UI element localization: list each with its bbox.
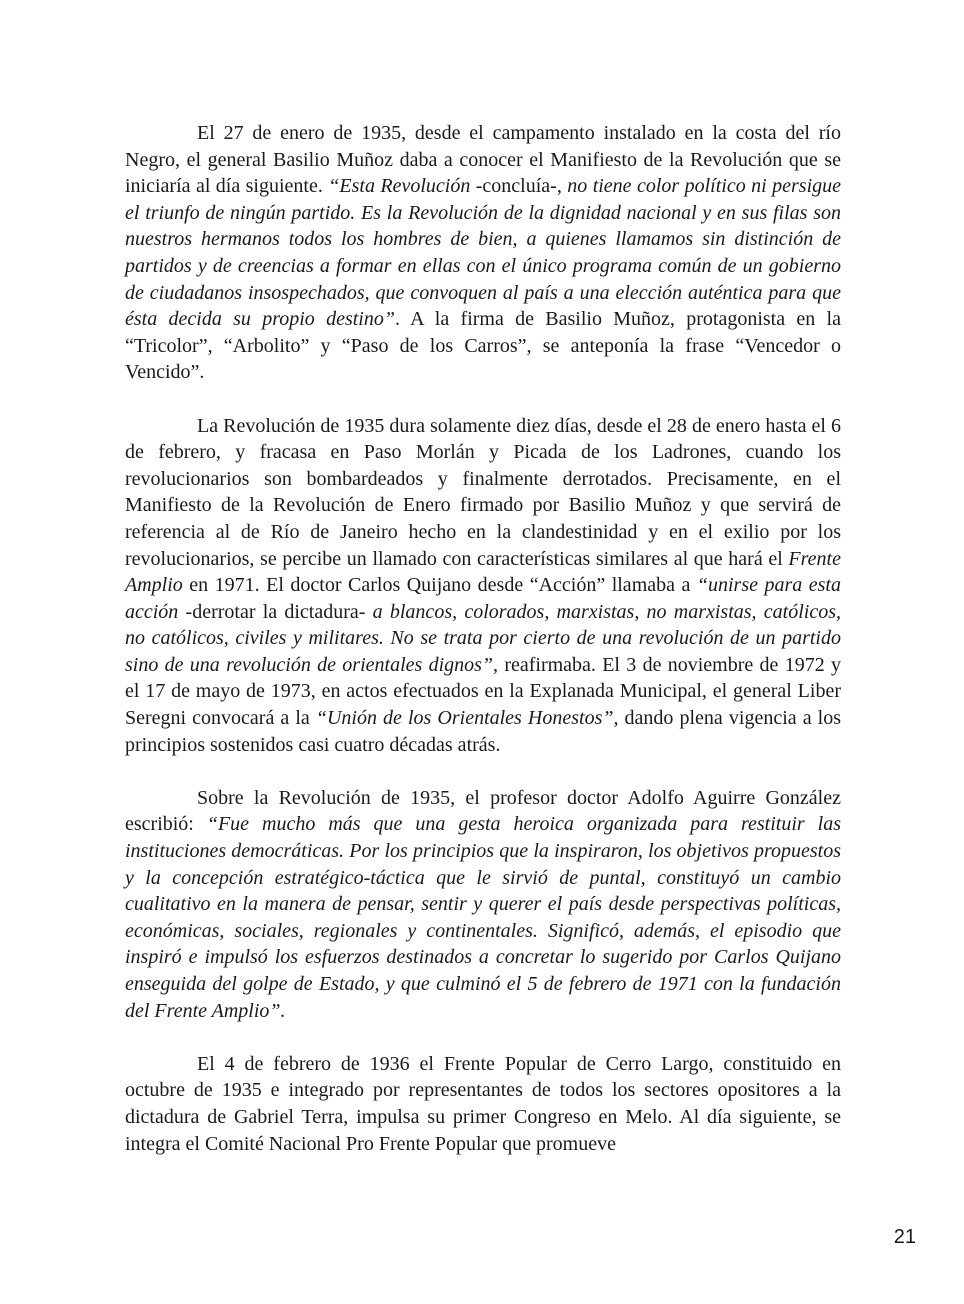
text-run: reafirmaba. El 3 de noviembre de 1972 y el 17 de mayo de 1973, en actos efectuados en la Explanada Municipal, el general Liber Seregni convocará a la [125, 653, 841, 730]
italic-text-run: Frente Amplio [125, 547, 841, 597]
text-run: Sobre la Revolución de 1935, el profesor doctor Adolfo Aguirre González escribió: [125, 786, 841, 836]
italic-text-run: no tiene color político ni persigue el triunfo de ningún partido. Es la Revolución de la dignidad nacional y en sus filas son nuestros hermanos todos los hombres de bien, a quienes llamamos sin distinción de partidos y de creencias a formar en ellas con el único programa común de un gobierno de ciudadanos insospechados, que convoquen al país a una elección auténtica para que ésta decida su propio destino” [125, 175, 841, 331]
italic-text-run: “Fue mucho más que una gesta heroica organizada para restituir las instituciones democráticas. Por los principios que la inspiraron, los objetivos propuestos y la concepción estratégico-táctica que le sirvió de puntal, constituyó un cambio cualitativo en la manera de pensar, sentir y querer el país desde perspectivas políticas, económicas, sociales, regionales y continentales. Significó, además, el episodio que inspiró e impulsó los esfuerzos destinados a concretar lo sugerido por Carlos Quijano enseguida del golpe de Estado, y que culminó el 5 de febrero de 1971 con la fundación del Frente Amplio”. [125, 813, 841, 1022]
text-run: -derrotar la dictadura- [178, 600, 373, 623]
page-body [125, 120, 841, 1157]
text-run: en 1971. El doctor Carlos Quijano desde “Acción” llamaba a [182, 574, 697, 597]
text-run: El 4 de febrero de 1936 el Frente Popular de Cerro Largo, constituido en octubre de 1935 e integrado por representantes de todos los sectores opositores a la dictadura de Gabriel Terra, impulsa su primer Congreso en Melo. Al día siguiente, se integra el Comité Nacional Pro Frente Popular que promueve [125, 1052, 841, 1155]
paragraph-revolucion-1935 [125, 413, 841, 759]
text-run: dando plena vigencia a los principios sostenidos casi cuatro décadas atrás. [125, 707, 841, 756]
page-number: 21 [893, 1226, 916, 1248]
text-run: . A la firma de Basilio Muñoz, protagonista en la “Tricolor”, “Arbolito” y “Paso de los Carros”, se anteponía la frase “Vencedor o Vencido”. [125, 308, 841, 384]
italic-text-run: a blancos, colorados, marxistas, no marxistas, católicos, no católicos, civiles y militares. No se trata por cierto de una revolución de un partido sino de una revolución de orientales dignos”, [125, 600, 841, 676]
paragraph-frente-popular [125, 1051, 841, 1157]
text-run: El 27 de enero de 1935, desde el campamento instalado en la costa del río Negro, el general Basilio Muñoz daba a conocer el Manifiesto de la Revolución que se iniciaría al día siguiente. [125, 122, 841, 198]
italic-text-run: “Esta Revolución [328, 175, 471, 198]
paragraph-aguirre-gonzalez [125, 785, 841, 1024]
paragraph-manifiesto [125, 120, 841, 386]
italic-text-run: “unirse para esta acción [125, 574, 841, 623]
text-run: -concluía-, [470, 175, 568, 198]
text-run: La Revolución de 1935 dura solamente diez días, desde el 28 de enero hasta el 6 de febrero, y fracasa en Paso Morlán y Picada de los Ladrones, cuando los revolucionarios son bombardeados y finalmente derrotados. Precisamente, en el Manifiesto de la Revolución de Enero firmado por Basilio Muñoz y que servirá de referencia al de Río de Janeiro hecho en la clandestinidad y en el exilio por los revolucionarios, se percibe un llamado con características similares al que hará el [125, 414, 841, 570]
italic-text-run: “Unión de los Orientales Honestos”, [315, 707, 619, 730]
